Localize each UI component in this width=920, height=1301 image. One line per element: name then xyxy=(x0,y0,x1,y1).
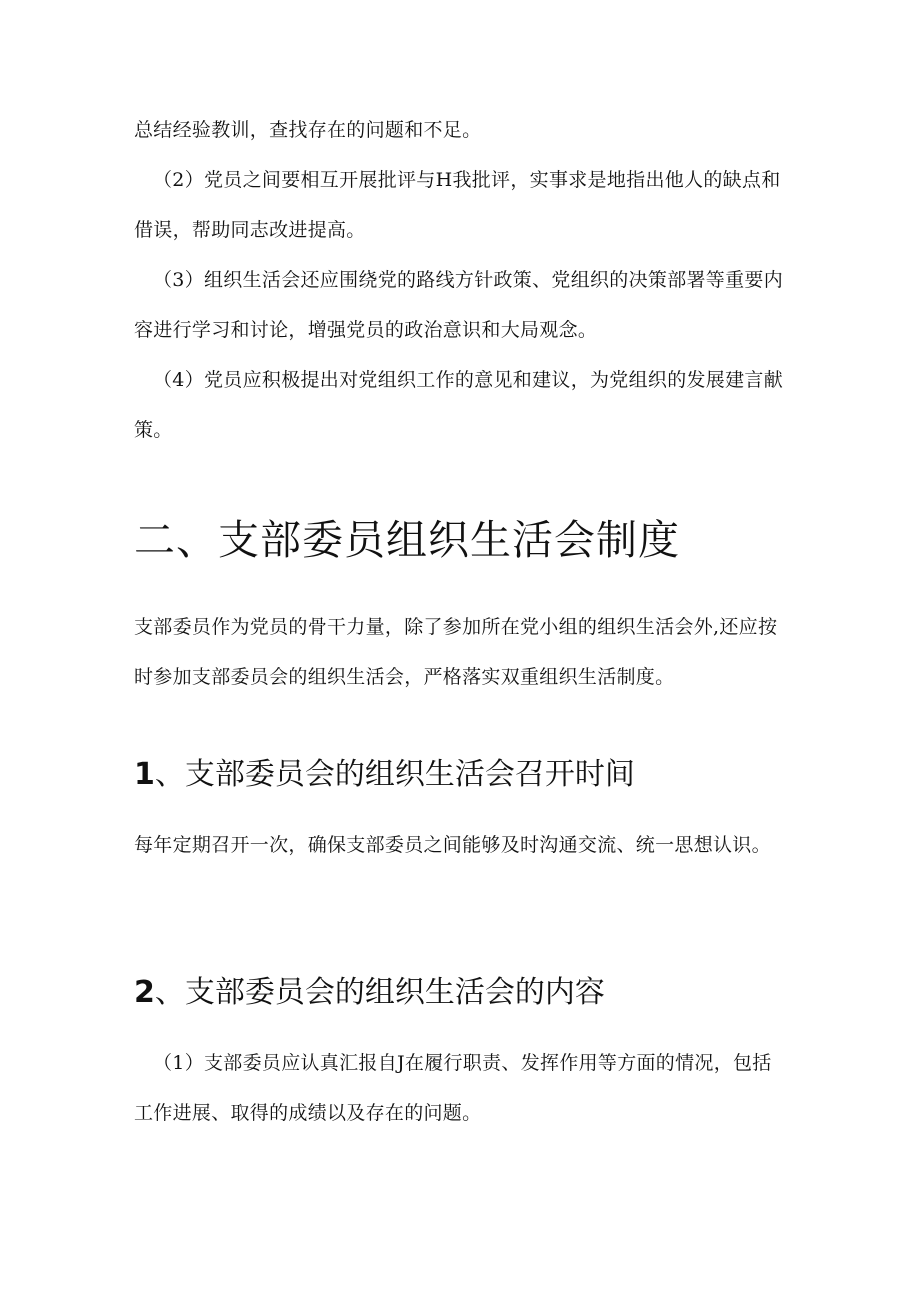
subsection-number-1: 1 xyxy=(134,757,155,792)
subsection-1-body: 每年定期召开一次，确保支部委员之间能够及时沟通交流、统一思想认识。 xyxy=(134,834,771,856)
list-item-3: （3）组织生活会还应围绕党的路线方针政策、党组织的决策部署等重要内容进行学习和讨论，增强党员的政治意识和大局观念。 xyxy=(134,269,783,341)
section-heading: 二、支部委员组织生活会制度 xyxy=(134,516,680,564)
section-intro-paragraph: 支部委员作为党员的骨干力量，除了参加所在党小组的组织生活会外,还应按时参加支部委员会的组织生活会，严格落实双重组织生活制度。 xyxy=(134,616,778,688)
subsection-heading-2 xyxy=(134,975,605,1010)
subsection-2-item-1: （1）支部委员应认真汇报自J在履行职责、发挥作用等方面的情况，包括工作进展、取得的成绩以及存在的问题。 xyxy=(134,1052,772,1124)
list-item-2: （2）党员之间要相互开展批评与H我批评，实事求是地指出他人的缺点和借误，帮助同志改进提高。 xyxy=(134,169,781,241)
paragraph-continuation: 总结经验教训，查找存在的问题和不足。 xyxy=(134,119,482,141)
subsection-number-2: 2 xyxy=(134,975,155,1010)
subsection-heading-1 xyxy=(134,757,635,792)
subsection-title-2: 、支部委员会的组织生活会的内容 xyxy=(154,975,605,1010)
subsection-title-1: 、支部委员会的组织生活会召开时间 xyxy=(154,757,635,792)
list-item-4: （4）党员应积极提出对党组织工作的意见和建议，为党组织的发展建言献策。 xyxy=(134,369,783,441)
